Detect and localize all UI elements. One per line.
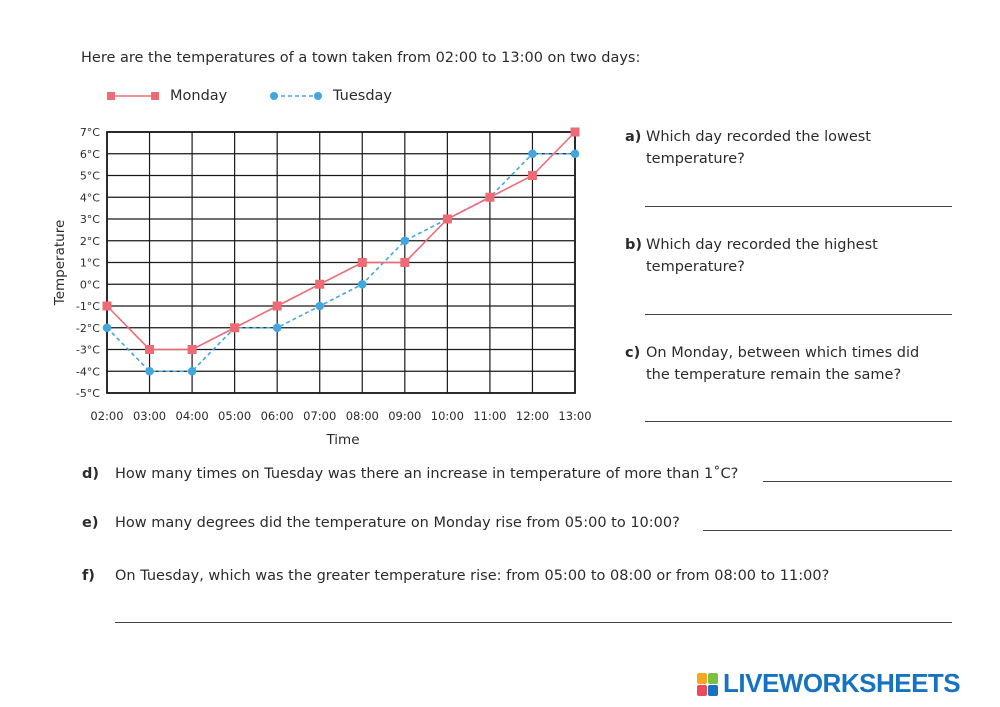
data-point-monday	[273, 302, 282, 311]
data-point-tuesday	[358, 280, 367, 289]
question-b-line2: temperature?	[646, 259, 745, 275]
x-tick-label: 03:00	[132, 409, 167, 423]
data-point-monday	[485, 193, 494, 202]
data-point-monday	[145, 345, 154, 354]
y-tick-label: 5°C	[79, 169, 100, 183]
answer-line-a[interactable]	[645, 206, 952, 207]
y-tick-label: -2°C	[75, 321, 100, 335]
data-point-tuesday	[571, 149, 580, 158]
data-point-tuesday	[528, 149, 537, 158]
x-tick-label: 05:00	[218, 409, 252, 423]
x-tick-label: 10:00	[430, 409, 464, 423]
legend-label-tuesday: Tuesday	[333, 88, 392, 104]
intro-text: Here are the temperatures of a town taken from 02:00 to 13:00 on two days:	[81, 50, 641, 66]
question-e-letter: e)	[82, 515, 99, 531]
data-point-monday	[358, 258, 367, 267]
x-tick-label: 02:00	[90, 409, 124, 423]
y-tick-label: -3°C	[75, 343, 100, 357]
y-tick-label: 0°C	[79, 278, 100, 292]
y-tick-label: 6°C	[79, 147, 100, 161]
data-point-tuesday	[315, 302, 324, 311]
x-tick-label: 08:00	[345, 409, 379, 423]
answer-line-b[interactable]	[645, 314, 952, 315]
x-tick-label: 06:00	[260, 409, 294, 423]
data-point-monday	[528, 171, 537, 180]
question-c-letter: c)	[625, 345, 641, 361]
answer-line-e[interactable]	[703, 530, 952, 531]
question-b-line1: Which day recorded the highest	[646, 237, 878, 253]
data-point-monday	[188, 345, 197, 354]
question-e-text: How many degrees did the temperature on Monday rise from 05:00 to 10:00?	[115, 515, 680, 531]
x-tick-label: 12:00	[515, 409, 550, 423]
data-point-monday	[230, 323, 239, 332]
y-tick-label: 3°C	[79, 213, 100, 226]
answer-line-f[interactable]	[115, 622, 952, 623]
x-axis-title: Time	[326, 432, 360, 448]
answer-line-d[interactable]	[763, 481, 952, 482]
data-point-tuesday	[273, 323, 282, 332]
data-point-tuesday	[188, 367, 197, 376]
x-tick-label: 13:00	[558, 409, 592, 423]
logo-blocks-icon	[697, 673, 719, 697]
data-point-tuesday	[401, 236, 410, 245]
temperature-line-chart	[0, 0, 620, 460]
y-tick-label: -4°C	[75, 365, 100, 379]
question-d-letter: d)	[82, 466, 100, 482]
y-tick-label: 4°C	[79, 191, 100, 205]
question-c-line1: On Monday, between which times did	[646, 345, 920, 361]
y-tick-label: -1°C	[75, 300, 100, 313]
question-a-line2: temperature?	[646, 151, 745, 167]
question-f-text: On Tuesday, which was the greater temperature rise: from 05:00 to 08:00 or from 08:00 to 11:00?	[115, 568, 830, 584]
y-tick-label: 7°C	[79, 126, 100, 139]
data-point-monday	[103, 302, 112, 311]
data-point-tuesday	[103, 323, 112, 332]
data-point-monday	[571, 128, 580, 137]
liveworksheets-logo	[697, 668, 992, 699]
y-tick-label: 1°C	[79, 256, 100, 270]
y-axis-title: Temperature	[52, 219, 68, 306]
answer-line-c[interactable]	[645, 421, 952, 422]
x-tick-label: 09:00	[388, 409, 422, 423]
data-point-monday	[400, 258, 409, 267]
data-point-monday	[443, 215, 452, 224]
question-a-line1: Which day recorded the lowest	[646, 129, 871, 145]
data-point-monday	[315, 280, 324, 289]
y-tick-label: 2°C	[79, 234, 100, 248]
x-tick-label: 07:00	[303, 409, 337, 423]
question-f-letter: f)	[82, 568, 95, 584]
data-point-tuesday	[145, 367, 154, 376]
x-tick-label: 11:00	[473, 409, 507, 423]
question-c-line2: the temperature remain the same?	[646, 367, 902, 383]
question-a-letter: a)	[625, 129, 642, 145]
y-tick-label: -5°C	[75, 387, 100, 400]
legend-label-monday: Monday	[170, 88, 228, 104]
question-d-text: How many times on Tuesday was there an increase in temperature of more than 1˚C?	[115, 466, 739, 482]
brand-name: LIVEWORKSHEETS	[723, 668, 961, 698]
question-b-letter: b)	[625, 237, 643, 253]
x-tick-label: 04:00	[175, 409, 209, 423]
